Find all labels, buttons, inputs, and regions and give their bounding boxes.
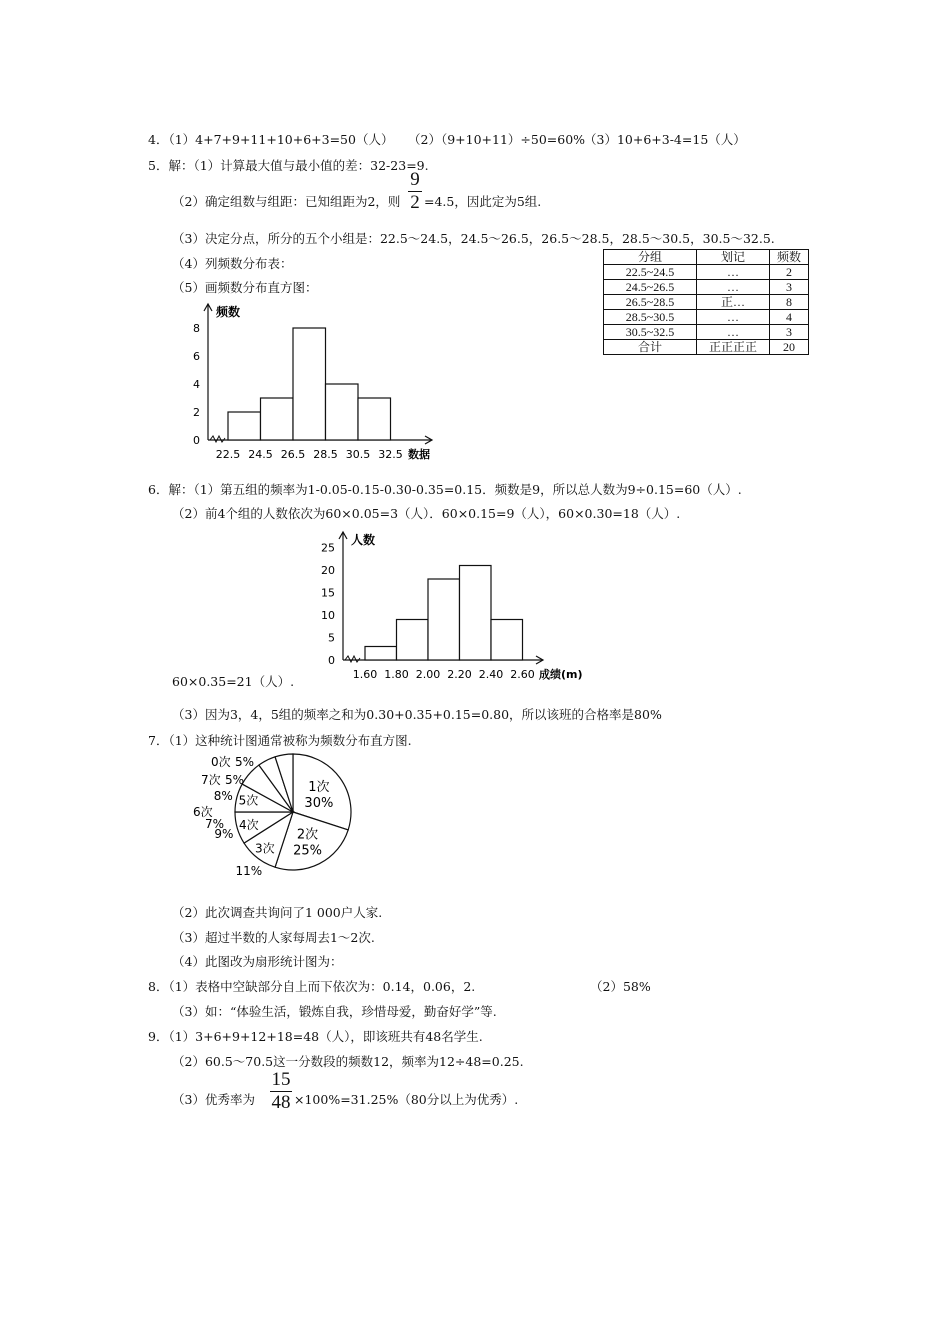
fraction-denominator: 2: [410, 192, 420, 213]
axis-break-mark: [345, 656, 360, 662]
histogram-bar: [397, 620, 429, 661]
q5-fraction: [408, 170, 422, 213]
table-cell: …: [697, 265, 770, 280]
y-tick-label: 10: [321, 609, 335, 622]
histogram-bar: [228, 412, 261, 440]
histogram-bar: [358, 398, 391, 440]
x-tick-label: 22.5: [215, 448, 241, 461]
pie-category-label: 4次: [239, 817, 259, 832]
pie-category-label: 0次: [211, 755, 231, 769]
q5-line-1: 5．解：（1）计算最大值与最小值的差：32-23=9.: [148, 158, 429, 173]
pie-category-label: 2次: [296, 827, 319, 843]
header-cell: 频数: [770, 250, 809, 265]
histogram-bar: [365, 647, 397, 661]
q8-line-2: （3）如：“体验生活，锻炼自我，珍惜母爱，勤奋好学”等.: [172, 1004, 497, 1019]
y-tick-label: 5: [328, 631, 335, 645]
table-cell: 22.5~24.5: [604, 265, 697, 280]
x-axis-label: 数据: [408, 448, 430, 461]
table-row: [604, 340, 809, 355]
y-tick-label: 25: [321, 541, 335, 555]
q7-line-4: （4）此图改为扇形统计图为：: [172, 954, 343, 969]
q5-line-2b: =4.5，因此定为5组.: [424, 194, 542, 209]
table-row: [604, 265, 809, 280]
q7-line-2: （2）此次调查共询问了1 000户人家.: [172, 905, 383, 920]
fraction-numerator: 15: [271, 1069, 291, 1090]
pie-category-label: 3次: [254, 841, 275, 856]
pie-percent-label: 30%: [304, 796, 334, 812]
q6-line-1: 6．解：（1）第五组的频率为1-0.05-0.15-0.30-0.35=0.15．频数是9，所以总人数为9÷0.15=60（人）.: [148, 482, 742, 497]
histogram-bar: [428, 579, 460, 660]
table-cell: 正…: [697, 295, 770, 310]
x-tick-label: 2.00: [415, 668, 441, 681]
header-cell: 划记: [697, 250, 770, 265]
table-cell: …: [697, 325, 770, 340]
q5-line-3: （3）决定分点，所分的五个小组是：22.5～24.5，24.5～26.5，26.5～28.5，28.5～30.5，30.5～32.5.: [172, 231, 775, 246]
table-cell: 4: [770, 310, 809, 325]
fraction-denominator: 48: [271, 1092, 291, 1113]
x-tick-label: 2.60: [510, 668, 535, 681]
q9-line-1: 9．（1）3+6+9+12+18=48（人），即该班共有48名学生.: [148, 1029, 483, 1044]
q8-line-1: 8．（1）表格中空缺部分自上而下依次为：0.14，0.06，2.: [148, 979, 476, 994]
q6-line-2: （2）前4个组的人数依次为60×0.05=3（人）．60×0.15=9（人），60×0.30=18（人）.: [172, 506, 681, 521]
x-tick-label: 26.5: [280, 448, 306, 461]
x-axis-label: 成绩(m): [539, 668, 583, 681]
y-axis-label: 频数: [216, 305, 241, 319]
q7-line-3: （3）超过半数的人家每周去1～2次.: [172, 930, 375, 945]
x-tick-label: 30.5: [345, 448, 371, 461]
pie-percent-label: 8%: [213, 789, 233, 804]
pie-category-label: 7次: [201, 773, 221, 787]
pie-percent-label: 7%: [205, 817, 225, 831]
table-cell: 3: [770, 325, 809, 340]
y-tick-label: 4: [193, 378, 200, 391]
histogram-bar: [326, 384, 359, 440]
pie-chart: [175, 750, 365, 895]
table-row: [604, 280, 809, 295]
header-cell: 分组: [604, 250, 697, 265]
q7-line-1: 7．（1）这种统计图通常被称为频数分布直方图.: [148, 733, 412, 748]
table-cell: 28.5~30.5: [604, 310, 697, 325]
x-tick-label: 2.40: [478, 668, 504, 681]
q5-line-4: （4）列频数分布表：: [172, 256, 293, 271]
y-tick-label: 6: [193, 350, 200, 363]
pie-percent-label: 5%: [235, 755, 255, 769]
y-tick-label: 2: [193, 406, 200, 419]
table-row: [604, 325, 809, 340]
x-tick-label: 1.60: [352, 668, 378, 681]
x-tick-label: 2.20: [447, 668, 472, 681]
pie-category-label: 6次: [193, 805, 213, 819]
q8-line-1b: （2）58%: [590, 979, 651, 994]
table-header-row: [604, 250, 809, 265]
table-cell: 8: [770, 295, 809, 310]
pie-category-label: 1次: [308, 780, 330, 796]
q4-answer-3: （3）10+6+3-4=15（人）: [584, 132, 746, 147]
table-cell: 2: [770, 265, 809, 280]
histogram-bar: [261, 398, 294, 440]
table-cell: 24.5~26.5: [604, 280, 697, 295]
y-tick-label: 0: [193, 434, 200, 447]
x-tick-label: 24.5: [248, 448, 273, 461]
q6-line-3: 60×0.35=21（人）.: [172, 674, 295, 689]
frequency-table: [603, 249, 809, 355]
table-row: [604, 295, 809, 310]
y-tick-label: 20: [321, 564, 335, 577]
y-tick-label: 0: [328, 654, 335, 667]
pie-percent-label: 5%: [225, 773, 245, 787]
table-cell: 26.5~28.5: [604, 295, 697, 310]
histogram-bar: [491, 620, 523, 661]
table-cell: …: [697, 280, 770, 295]
histogram-bar: [460, 566, 492, 661]
y-tick-label: 8: [193, 322, 200, 335]
q6-line-4: （3）因为3，4，5组的频率之和为0.30+0.35+0.15=0.80，所以该班的合格率是80%: [172, 707, 662, 722]
table-cell: 20: [770, 340, 809, 355]
histogram-bar: [293, 328, 326, 440]
axis-break-mark: [210, 436, 225, 442]
q5-line-2a: （2）确定组数与组距：已知组距为2，则: [172, 194, 401, 209]
histogram-frequency-chart: [180, 296, 450, 466]
pie-category-label: 5次: [238, 793, 259, 808]
x-tick-label: 1.80: [384, 668, 409, 681]
table-cell: 合计: [604, 340, 697, 355]
table-cell: …: [697, 310, 770, 325]
q9-fraction: [270, 1070, 292, 1113]
x-tick-label: 28.5: [313, 448, 338, 461]
table-cell: 30.5~32.5: [604, 325, 697, 340]
x-tick-label: 32.5: [378, 448, 403, 461]
pie-percent-label: 25%: [293, 843, 322, 859]
q4-answer-1: 4．（1）4+7+9+11+10+6+3=50（人）: [148, 132, 394, 147]
q9-line-2: （2）60.5～70.5这一分数段的频数12，频率为12÷48=0.25.: [172, 1054, 524, 1069]
table-cell: 正正正正: [697, 340, 770, 355]
q5-line-5: （5）画频数分布直方图：: [172, 280, 318, 295]
fraction-numerator: 9: [410, 169, 420, 190]
pie-percent-label: 9%: [214, 827, 234, 842]
q4-answer-2: （2）（9+10+11）÷50=60%: [408, 132, 586, 147]
y-axis-label: 人数: [351, 533, 376, 547]
table-cell: 3: [770, 280, 809, 295]
table-row: [604, 310, 809, 325]
q9-line-3b: ×100%=31.25%（80分以上为优秀）.: [294, 1092, 519, 1107]
histogram-score-chart: [305, 522, 625, 684]
q9-line-3a: （3）优秀率为: [172, 1092, 255, 1107]
y-tick-label: 15: [321, 586, 335, 600]
pie-percent-label: 11%: [235, 863, 263, 878]
